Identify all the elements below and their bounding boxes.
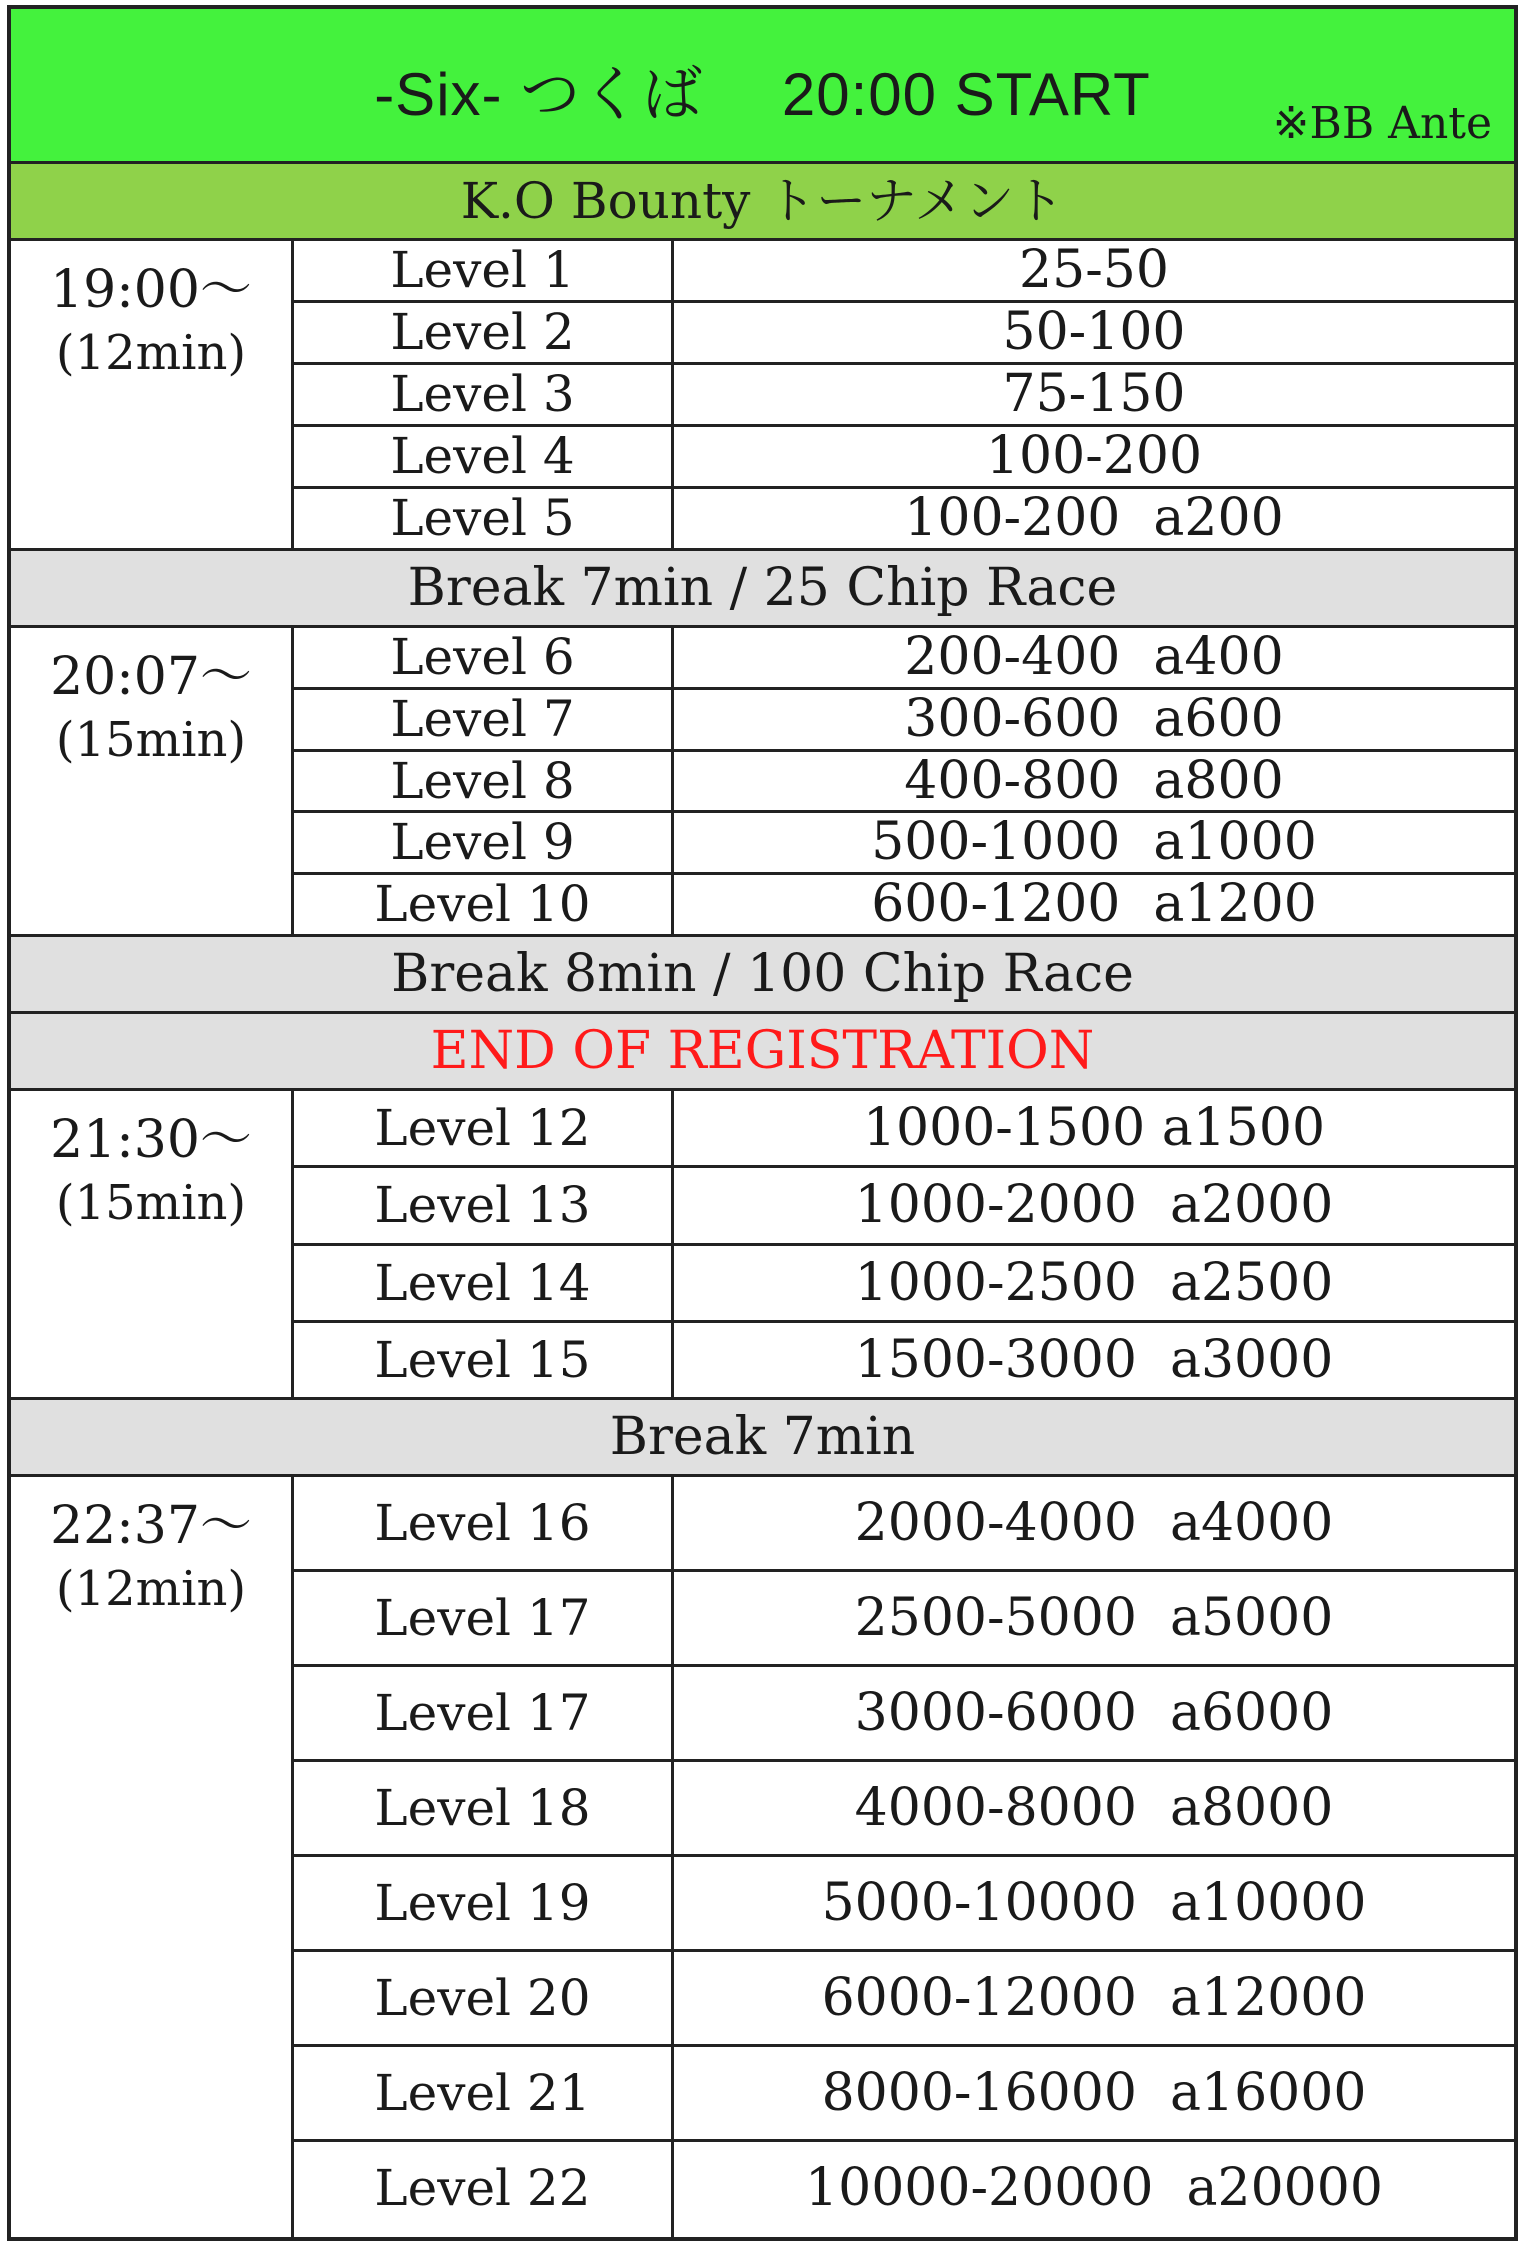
level-name: Level 8 xyxy=(294,752,674,811)
start-time: 22:37～ xyxy=(50,1496,252,1556)
start-time: 21:30～ xyxy=(50,1110,252,1170)
level-duration: (15min) xyxy=(55,712,247,768)
start-time: 19:00～ xyxy=(50,260,252,320)
blind-amount: 2500-5000 a5000 xyxy=(854,1588,1334,1648)
level-row xyxy=(294,628,1514,690)
level-group xyxy=(11,1091,1514,1400)
break-banner: Break 7min xyxy=(11,1400,1514,1477)
start-time: 20:07～ xyxy=(50,647,252,707)
level-duration: (12min) xyxy=(55,325,247,381)
level-row xyxy=(294,2047,1514,2142)
level-row xyxy=(294,1572,1514,1667)
blind-amount: 50-100 xyxy=(1002,302,1186,362)
blind-amount: 6000-12000 a12000 xyxy=(821,1968,1367,2028)
level-name: Level 5 xyxy=(294,489,674,551)
time-cell xyxy=(11,628,294,934)
level-row xyxy=(294,813,1514,875)
blind-amount: 1000-1500 a1500 xyxy=(862,1098,1326,1158)
level-row xyxy=(294,752,1514,814)
blind-amount: 10000-20000 a20000 xyxy=(805,2158,1383,2218)
time-cell xyxy=(11,241,294,548)
break-banner: Break 8min / 100 Chip Race xyxy=(11,937,1514,1014)
blind-amount: 100-200 xyxy=(985,426,1203,486)
level-name: Level 21 xyxy=(294,2047,674,2139)
level-row xyxy=(294,241,1514,303)
level-name: Level 17 xyxy=(294,1572,674,1664)
level-row xyxy=(294,1477,1514,1572)
level-name: Level 4 xyxy=(294,427,674,486)
level-name: Level 18 xyxy=(294,1762,674,1854)
blind-amount: 500-1000 a1000 xyxy=(871,812,1317,873)
level-name: Level 7 xyxy=(294,690,674,749)
blind-amount: 400-800 a800 xyxy=(904,750,1284,811)
level-row xyxy=(294,1246,1514,1323)
blind-amount: 600-1200 a1200 xyxy=(871,874,1317,935)
level-name: Level 12 xyxy=(294,1091,674,1165)
blind-amount: 8000-16000 a16000 xyxy=(821,2063,1367,2123)
level-name: Level 14 xyxy=(294,1246,674,1320)
blind-amount: 25-50 xyxy=(1019,240,1169,300)
level-row xyxy=(294,2142,1514,2237)
level-name: Level 6 xyxy=(294,628,674,687)
level-row xyxy=(294,1323,1514,1400)
end-of-registration-banner: END OF REGISTRATION xyxy=(11,1014,1514,1091)
blind-amount: 300-600 a600 xyxy=(904,688,1284,749)
blind-amount: 200-400 a400 xyxy=(904,627,1284,687)
level-row xyxy=(294,427,1514,489)
blind-amount: 1000-2000 a2000 xyxy=(854,1175,1334,1236)
level-row xyxy=(294,875,1514,937)
level-row xyxy=(294,1091,1514,1168)
blind-amount: 1500-3000 a3000 xyxy=(854,1329,1334,1390)
level-row xyxy=(294,1857,1514,1952)
level-group xyxy=(11,1477,1514,2237)
level-name: Level 13 xyxy=(294,1168,674,1242)
blind-amount: 1000-2500 a2500 xyxy=(854,1252,1334,1313)
level-name: Level 2 xyxy=(294,303,674,362)
blind-amount: 2000-4000 a4000 xyxy=(854,1493,1334,1553)
blind-amount: 5000-10000 a10000 xyxy=(821,1873,1367,1933)
level-name: Level 16 xyxy=(294,1477,674,1569)
time-cell xyxy=(11,1477,294,2237)
level-row xyxy=(294,690,1514,752)
blind-amount: 75-150 xyxy=(1002,364,1186,424)
blind-structure-sheet xyxy=(7,5,1518,2241)
level-name: Level 19 xyxy=(294,1857,674,1949)
break-banner: Break 7min / 25 Chip Race xyxy=(11,551,1514,628)
level-name: Level 17 xyxy=(294,1667,674,1759)
level-group xyxy=(11,241,1514,551)
level-row xyxy=(294,365,1514,427)
level-name: Level 15 xyxy=(294,1323,674,1400)
level-group xyxy=(11,628,1514,937)
time-cell xyxy=(11,1091,294,1397)
level-row xyxy=(294,1168,1514,1245)
level-row xyxy=(294,1762,1514,1857)
blind-amount: 4000-8000 a8000 xyxy=(854,1778,1334,1838)
blind-amount: 3000-6000 a6000 xyxy=(854,1683,1334,1743)
title-bar xyxy=(11,9,1514,164)
level-duration: (12min) xyxy=(55,1561,247,1617)
level-name: Level 20 xyxy=(294,1952,674,2044)
level-name: Level 22 xyxy=(294,2142,674,2237)
level-row xyxy=(294,303,1514,365)
level-name: Level 10 xyxy=(294,875,674,937)
level-duration: (15min) xyxy=(55,1175,247,1231)
page-title: -Six- つくば 20:00 START xyxy=(374,61,1151,128)
level-row xyxy=(294,489,1514,551)
ante-note: ※BB Ante xyxy=(1272,98,1492,149)
level-name: Level 9 xyxy=(294,813,674,872)
tournament-type: K.O Bounty トーナメント xyxy=(11,164,1514,241)
level-row xyxy=(294,1952,1514,2047)
level-name: Level 1 xyxy=(294,241,674,300)
level-row xyxy=(294,1667,1514,1762)
blind-amount: 100-200 a200 xyxy=(904,488,1284,548)
level-name: Level 3 xyxy=(294,365,674,424)
